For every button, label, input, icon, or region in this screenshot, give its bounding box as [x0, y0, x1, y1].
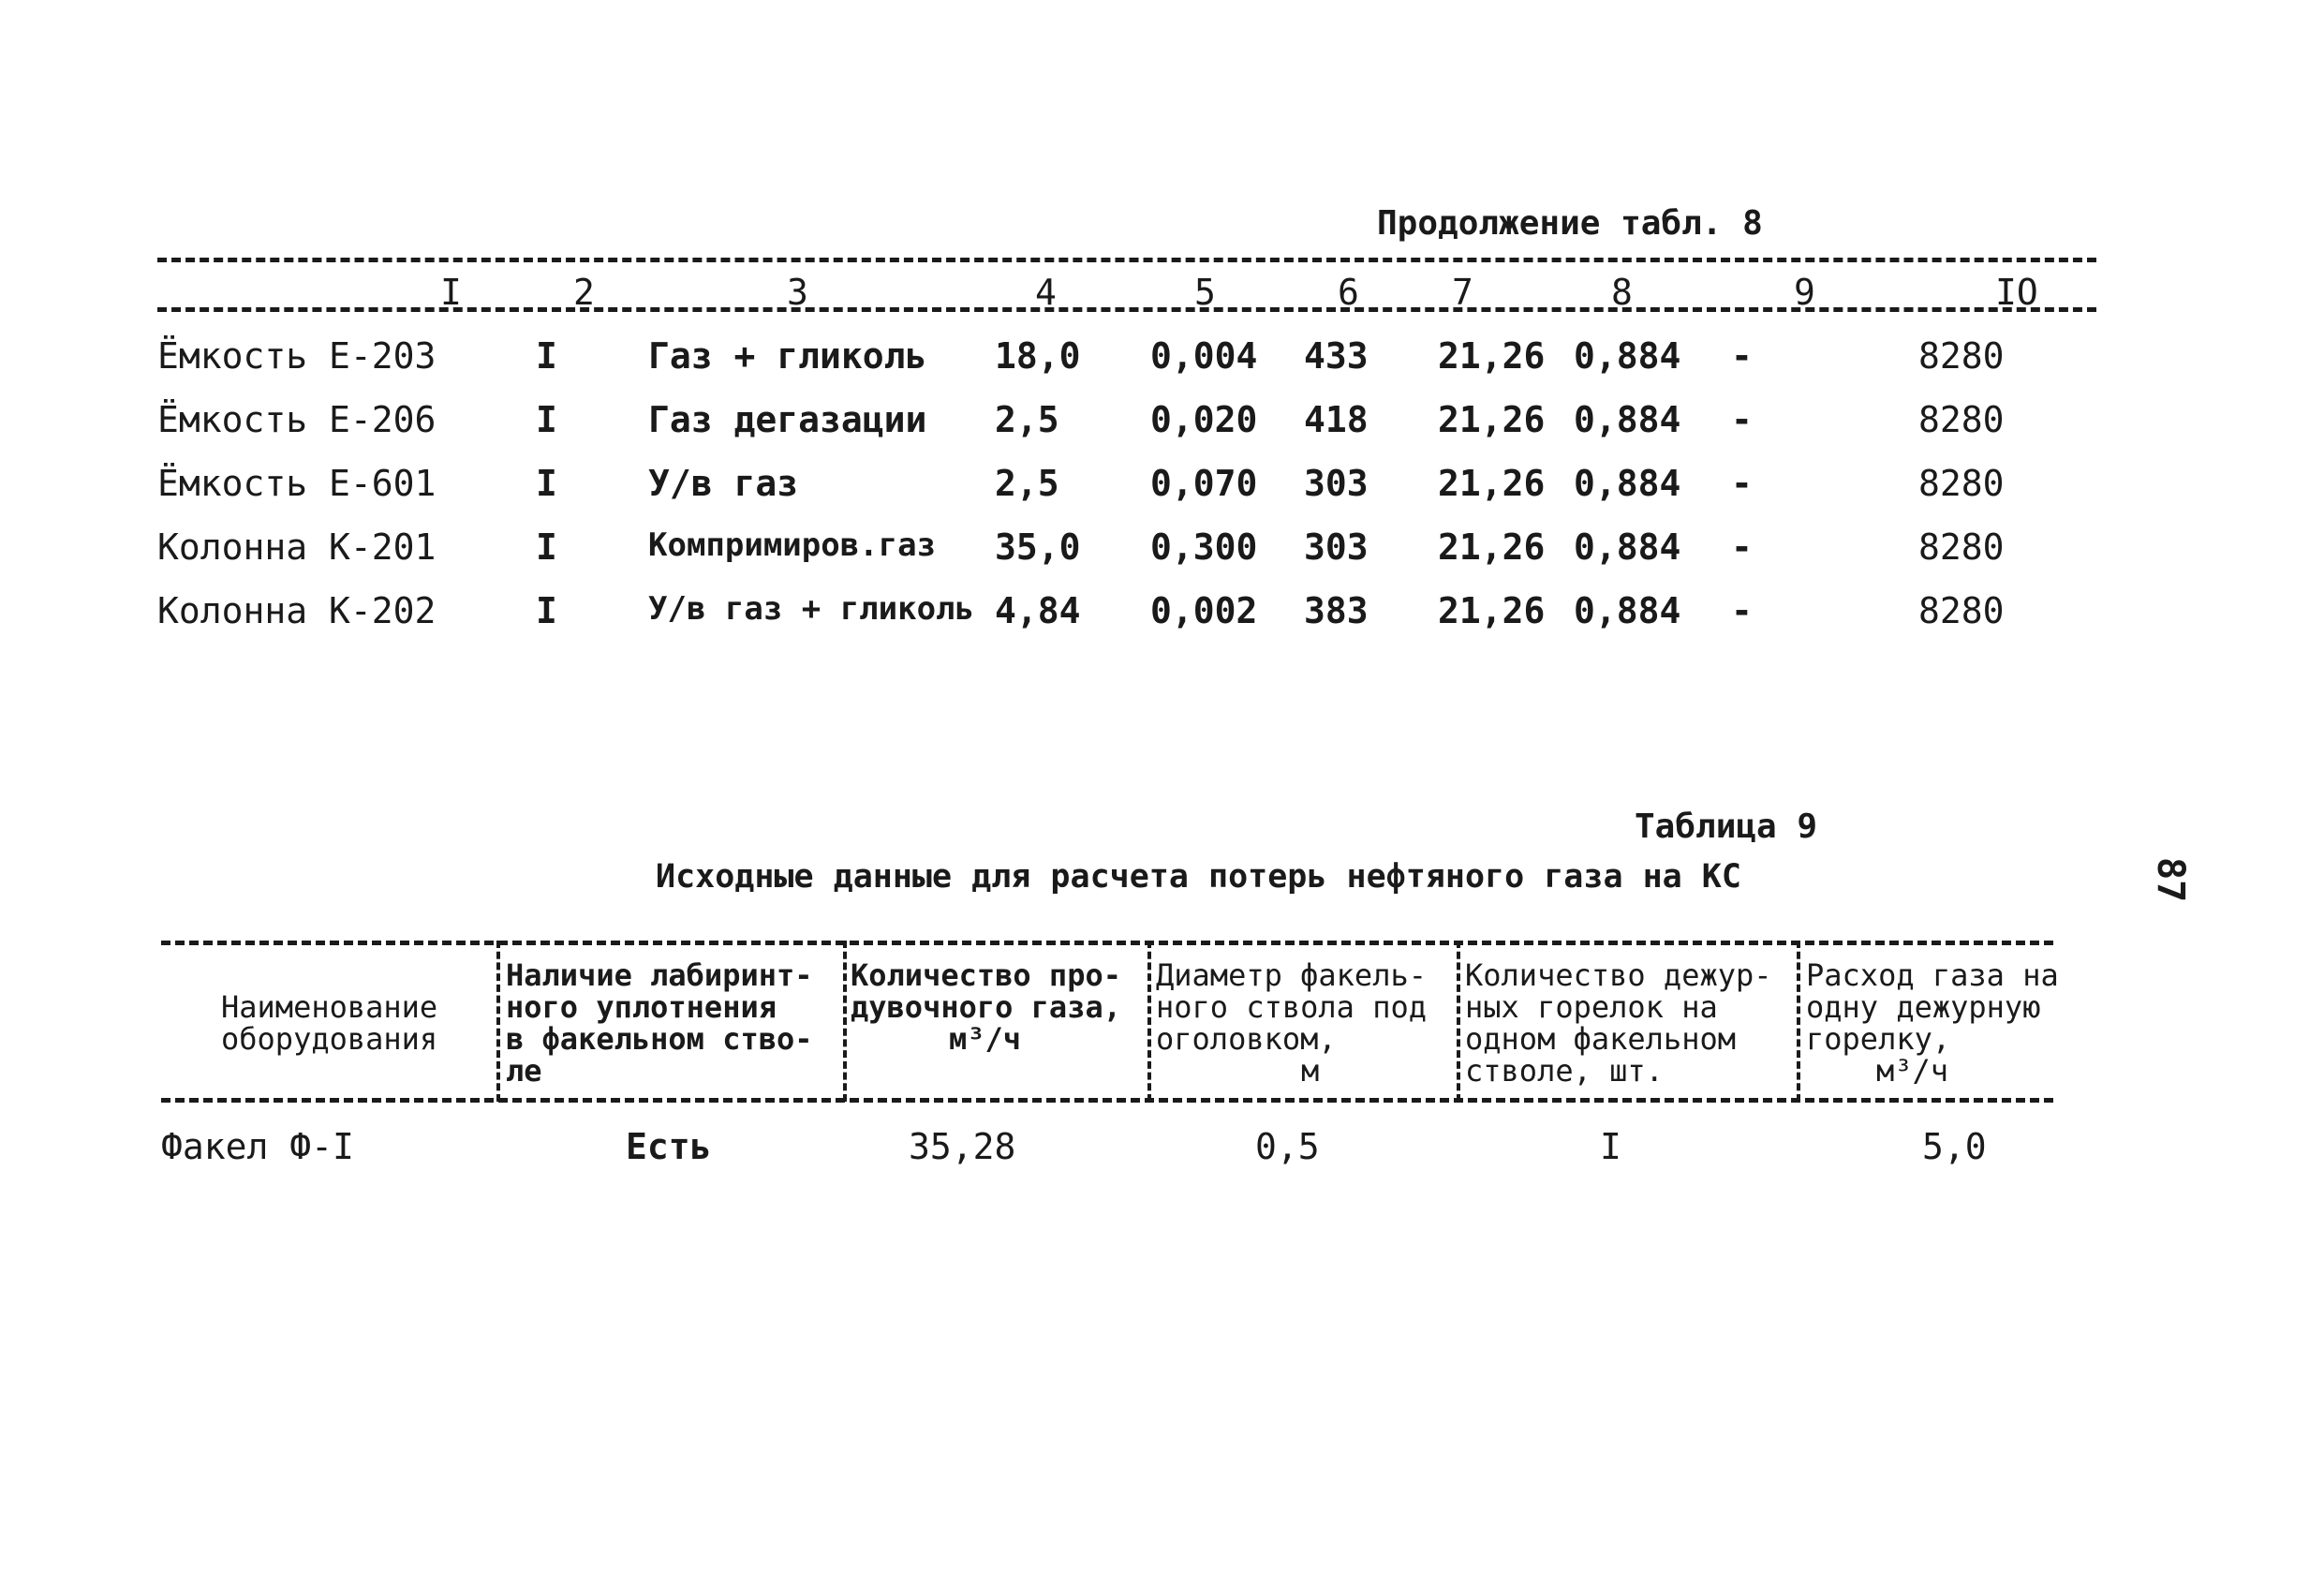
column-divider	[1457, 941, 1460, 1102]
column-number: 8	[1611, 272, 1633, 313]
header-line: одном факельном	[1465, 1021, 1736, 1057]
header-line: Количество про-	[851, 957, 1121, 993]
cell: 21,26	[1438, 526, 1546, 568]
medium: У/в газ	[648, 463, 799, 504]
equipment-name: Колонна К-201	[157, 526, 437, 568]
header-line: Диаметр факель-	[1156, 957, 1427, 993]
cell: -	[1731, 526, 1753, 568]
medium: Газ + гликоль	[648, 335, 927, 377]
table1-top-rule	[157, 258, 2096, 262]
cell: 0,884	[1574, 463, 1681, 504]
cell: 8280	[1918, 399, 2005, 440]
column-divider	[843, 941, 847, 1102]
header-line: оборудования	[221, 1021, 438, 1057]
header-line: дувочного газа,	[851, 989, 1121, 1025]
header-line: Количество дежур-	[1465, 957, 1772, 993]
cell: 418	[1304, 399, 1369, 440]
column-divider	[496, 941, 500, 1102]
column-divider	[1797, 941, 1800, 1102]
page-number: 87	[2149, 857, 2192, 903]
column-number: IO	[1995, 272, 2038, 313]
header-line: ле	[506, 1053, 542, 1089]
cell: 21,26	[1438, 590, 1546, 631]
header-pilot-burners	[1465, 959, 1772, 1087]
cell: 5,0	[1922, 1126, 1987, 1167]
equipment-name: Ёмкость Е-203	[157, 335, 437, 377]
table-label: Таблица 9	[1635, 808, 1818, 846]
header-line: горелку,	[1806, 1021, 1951, 1057]
header-gas-consumption	[1806, 959, 2059, 1087]
table-continuation-label: Продолжение табл. 8	[1377, 204, 1763, 243]
cell: 21,26	[1438, 399, 1546, 440]
header-purge-gas	[851, 959, 1121, 1055]
cell: 303	[1304, 463, 1369, 504]
header-equipment-name	[221, 991, 437, 1055]
cell: 383	[1304, 590, 1369, 631]
cell: -	[1731, 463, 1753, 504]
table-title: Исходные данные для расчета потерь нефтяного газа на КС	[656, 858, 1741, 896]
column-number: 4	[1035, 272, 1057, 313]
cell: 35,28	[909, 1126, 1016, 1167]
equipment-name: Факел Ф-I	[161, 1126, 354, 1167]
cell: I	[536, 590, 557, 631]
header-line: ного уплотнения	[506, 989, 777, 1025]
header-line: Наименование	[221, 989, 438, 1025]
column-number: 9	[1794, 272, 1815, 313]
cell: I	[1600, 1126, 1621, 1167]
cell: I	[536, 399, 557, 440]
header-flare-diameter	[1156, 959, 1427, 1087]
table2-header-rule	[161, 1098, 2053, 1103]
cell: I	[536, 463, 557, 504]
table2-top-rule	[161, 941, 2053, 945]
cell: 0,004	[1150, 335, 1258, 377]
cell: I	[536, 335, 557, 377]
cell: 0,884	[1574, 399, 1681, 440]
medium: Компримиров.газ	[648, 526, 937, 564]
column-number: I	[440, 272, 462, 313]
medium: У/в газ + гликоль	[648, 590, 974, 628]
header-line: м³/ч	[1876, 1053, 1949, 1089]
cell: 21,26	[1438, 463, 1546, 504]
header-line: м	[1301, 1053, 1320, 1089]
cell: 0,300	[1150, 526, 1258, 568]
column-divider	[1147, 941, 1151, 1102]
header-line: оголовком,	[1156, 1021, 1337, 1057]
header-line: м³/ч	[949, 1021, 1022, 1057]
header-line: стволе, шт.	[1465, 1053, 1664, 1089]
cell: Есть	[626, 1126, 712, 1167]
header-line: одну дежурную	[1806, 989, 2041, 1025]
cell: 0,884	[1574, 590, 1681, 631]
column-number: 7	[1452, 272, 1473, 313]
column-number: 2	[573, 272, 595, 313]
cell: 0,884	[1574, 335, 1681, 377]
cell: 21,26	[1438, 335, 1546, 377]
cell: 2,5	[995, 463, 1059, 504]
cell: 8280	[1918, 335, 2005, 377]
cell: 2,5	[995, 399, 1059, 440]
cell: -	[1731, 335, 1753, 377]
cell: 433	[1304, 335, 1369, 377]
cell: 0,020	[1150, 399, 1258, 440]
cell: 303	[1304, 526, 1369, 568]
column-number: 6	[1338, 272, 1359, 313]
cell: 8280	[1918, 463, 2005, 504]
cell: 4,84	[995, 590, 1081, 631]
header-line: ных горелок на	[1465, 989, 1718, 1025]
header-line: в факельном ство-	[506, 1021, 813, 1057]
column-number: 3	[787, 272, 808, 313]
table1-header-rule	[157, 307, 2096, 312]
cell: 0,884	[1574, 526, 1681, 568]
cell: 8280	[1918, 590, 2005, 631]
cell: 35,0	[995, 526, 1081, 568]
column-number: 5	[1194, 272, 1216, 313]
equipment-name: Ёмкость Е-206	[157, 399, 437, 440]
equipment-name: Колонна К-202	[157, 590, 437, 631]
cell: 18,0	[995, 335, 1081, 377]
header-line: Расход газа на	[1806, 957, 2059, 993]
header-line: Наличие лабиринт-	[506, 957, 813, 993]
cell: 0,5	[1255, 1126, 1320, 1167]
equipment-name: Ёмкость Е-601	[157, 463, 437, 504]
cell: -	[1731, 590, 1753, 631]
header-labyrinth-seal	[506, 959, 813, 1087]
header-line: ного ствола под	[1156, 989, 1427, 1025]
cell: -	[1731, 399, 1753, 440]
cell: 0,070	[1150, 463, 1258, 504]
cell: 8280	[1918, 526, 2005, 568]
medium: Газ дегазации	[648, 399, 927, 440]
cell: 0,002	[1150, 590, 1258, 631]
cell: I	[536, 526, 557, 568]
